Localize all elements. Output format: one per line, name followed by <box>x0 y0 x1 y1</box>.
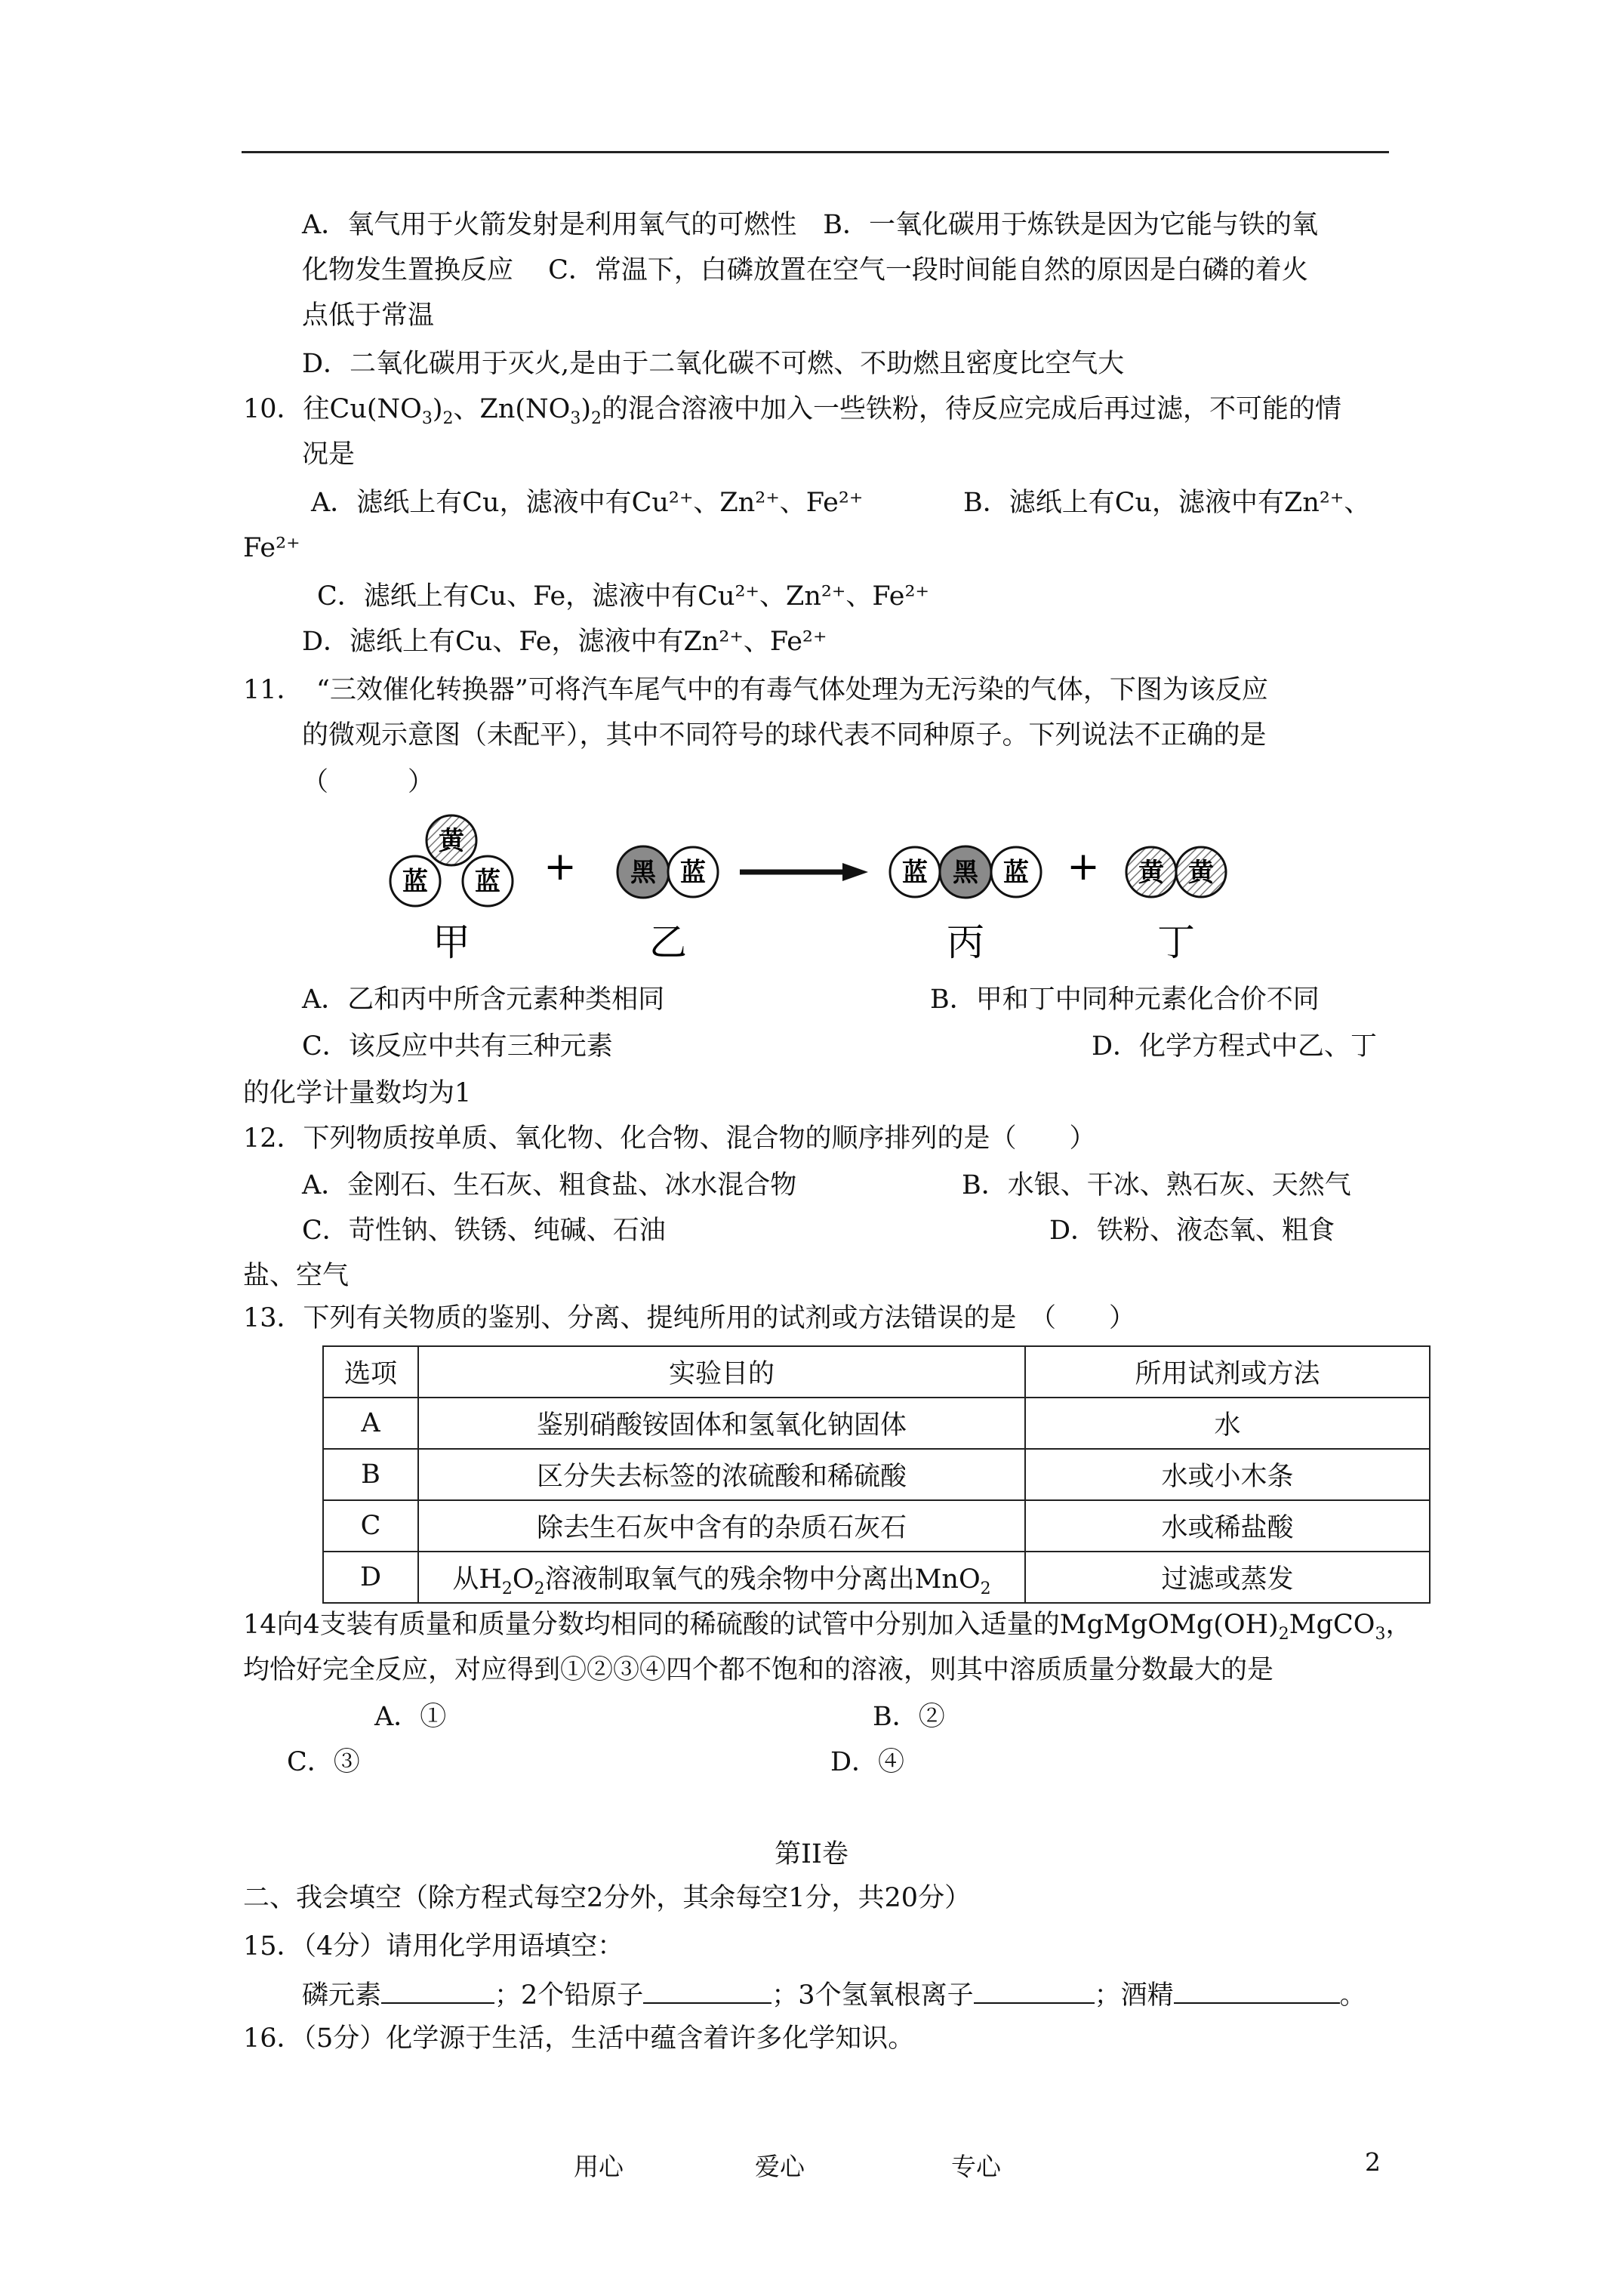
q12-option-d: D．铁粉、液态氧、粗食 <box>1049 1216 1335 1246</box>
q10-stem-line-2: 况是 <box>302 439 356 470</box>
table-cell: 区分失去标签的浓硫酸和稀硫酸 <box>418 1449 1025 1500</box>
atom-label-yellow: 黄 <box>439 826 464 856</box>
atom-label-yellow: 黄 <box>1138 858 1164 888</box>
q13-table <box>322 1345 1431 1604</box>
reaction-diagram <box>377 804 1283 970</box>
answer-blank[interactable] <box>381 1975 494 2004</box>
table-row <box>323 1398 1430 1449</box>
q12-option-d-cont: 盐、空气 <box>243 1261 350 1291</box>
part-two-heading: 二、我会填空（除方程式每空2分外，其余每空1分，共20分） <box>243 1883 972 1913</box>
q10-option-b: B．滤纸上有Cu，滤液中有Zn²⁺、 <box>963 488 1371 518</box>
reaction-arrow <box>740 863 868 881</box>
molecule-yi <box>617 846 718 898</box>
q12-option-a: A．金刚石、生石灰、粗食盐、冰水混合物 <box>302 1170 797 1200</box>
q9-option-line-4: D．二氧化碳用于灭火,是由于二氧化碳不可燃、不助燃且密度比空气大 <box>302 349 1125 379</box>
section-title: 第II卷 <box>775 1839 848 1869</box>
table-cell: D <box>323 1552 418 1603</box>
molecule-ding <box>1126 847 1226 897</box>
atom-label-blue: 蓝 <box>1003 858 1029 888</box>
q10-stem: 10．往$Cu(NO_3)_2$、$Zn(NO_3)_2$的混合溶液中加入一些铁粉，待反应完成后再过滤，不可能的情 <box>243 394 1342 428</box>
q14-stem: 14向4支装有质量和质量分数均相同的稀硫酸的试管中分别加入适量的$MgMgOMg(OH)_2MgCO_3$， <box>243 1610 1412 1644</box>
table-cell: B <box>323 1449 418 1500</box>
q9-option-line-3: 点低于常温 <box>302 300 435 331</box>
atom-label-blue: 蓝 <box>680 858 706 888</box>
atom-label-yellow: 黄 <box>1188 858 1214 888</box>
q15-stem: 15．（4分）请用化学用语填空： <box>243 1931 624 1962</box>
q11-option-d: D．化学方程式中乙、丁 <box>1092 1031 1378 1062</box>
q11-stem-line-1: 11． “三效催化转换器”可将汽车尾气中的有毒气体处理为无污染的气体，下图为该反应 <box>243 675 1268 705</box>
q13-stem: 13．下列有关物质的鉴别、分离、提纯所用的试剂或方法错误的是 （ ） <box>243 1303 1136 1333</box>
q12-option-c: C．苛性钠、铁锈、纯碱、石油 <box>302 1216 666 1246</box>
table-header-cell: 所用试剂或方法 <box>1025 1346 1430 1398</box>
label-yi: 乙 <box>649 920 687 964</box>
q14-option-c: C．③ <box>287 1747 360 1777</box>
header-rule <box>242 151 1389 153</box>
table-cell: 水或小木条 <box>1025 1449 1430 1500</box>
q10-option-a: A．滤纸上有Cu，滤液中有Cu²⁺、Zn²⁺、Fe²⁺ <box>311 488 864 518</box>
label-bing: 丙 <box>947 920 984 964</box>
table-cell: A <box>323 1398 418 1449</box>
atom-label-blue: 蓝 <box>475 867 500 897</box>
table-cell: 水或稀盐酸 <box>1025 1500 1430 1552</box>
table-row <box>323 1500 1430 1552</box>
footer-word-1: 用心 <box>574 2152 624 2181</box>
table-row <box>323 1552 1430 1603</box>
table-header-row <box>323 1346 1430 1398</box>
q9-option-line-1: A．氧气用于火箭发射是利用氧气的可燃性 B．一氧化碳用于炼铁是因为它能与铁的氧 <box>302 210 1318 240</box>
q9-option-line-2: 化物发生置换反应 C．常温下，白磷放置在空气一段时间能自然的原因是白磷的着火 <box>302 255 1308 285</box>
table-header-cell: 实验目的 <box>418 1346 1025 1398</box>
answer-blank[interactable] <box>974 1975 1095 2004</box>
molecule-jia <box>390 815 513 906</box>
q11-option-c: C．该反应中共有三种元素 <box>302 1031 613 1062</box>
q14-option-b: B．② <box>873 1702 945 1732</box>
table-cell: 水 <box>1025 1398 1430 1449</box>
q12-stem: 12．下列物质按单质、氧化物、化合物、混合物的顺序排列的是（ ） <box>243 1123 1096 1154</box>
label-jia: 甲 <box>433 920 470 964</box>
molecule-bing <box>890 846 1041 898</box>
atom-label-black: 黑 <box>953 858 978 888</box>
q11-option-d-cont: 的化学计量数均为1 <box>243 1078 472 1108</box>
q11-option-a: A．乙和丙中所含元素种类相同 <box>302 985 665 1015</box>
table-cell: 过滤或蒸发 <box>1025 1552 1430 1603</box>
q11-stem-line-2: 的微观示意图（未配平），其中不同符号的球代表不同种原子。下列说法不正确的是 <box>302 720 1267 750</box>
q16-stem: 16．（5分）化学源于生活，生活中蕴含着许多化学知识。 <box>243 2023 915 2054</box>
table-header-cell: 选项 <box>323 1346 418 1398</box>
plus-sign: + <box>544 844 577 889</box>
q10-option-c: C．滤纸上有Cu、Fe，滤液中有Cu²⁺、Zn²⁺、Fe²⁺ <box>317 581 929 612</box>
answer-blank[interactable] <box>1174 1975 1340 2004</box>
footer-word-2: 爱心 <box>755 2152 805 2181</box>
q15-fill-line: 磷元素 ；2个铅原子 ；3个氢氧根离子 ；酒精 。 <box>302 1975 1366 2014</box>
answer-blank[interactable] <box>643 1975 771 2004</box>
q10-option-d: D．滤纸上有Cu、Fe，滤液中有Zn²⁺、Fe²⁺ <box>302 627 827 657</box>
page-number: 2 <box>1365 2147 1381 2177</box>
table-row <box>323 1449 1430 1500</box>
table-cell: 除去生石灰中含有的杂质石灰石 <box>418 1500 1025 1552</box>
table-cell: C <box>323 1500 418 1552</box>
q12-option-b: B．水银、干冰、熟石灰、天然气 <box>962 1170 1351 1200</box>
atom-label-blue: 蓝 <box>402 867 428 897</box>
q11-option-b: B．甲和丁中同种元素化合价不同 <box>930 985 1320 1015</box>
table-cell: 鉴别硝酸铵固体和氢氧化钠固体 <box>418 1398 1025 1449</box>
q11-stem-line-3: （ ） <box>302 767 435 797</box>
q14-stem-line-2: 均恰好完全反应，对应得到①②③④四个都不饱和的溶液，则其中溶质质量分数最大的是 <box>243 1655 1274 1685</box>
label-ding: 丁 <box>1157 920 1195 964</box>
plus-sign: + <box>1067 844 1100 889</box>
atom-label-black: 黑 <box>630 858 656 888</box>
q14-option-a: A．① <box>374 1702 447 1732</box>
atom-label-blue: 蓝 <box>902 858 928 888</box>
q10-option-b-cont: Fe²⁺ <box>243 533 300 563</box>
footer-word-3: 专心 <box>951 2152 1001 2181</box>
q14-option-d: D．④ <box>830 1747 905 1777</box>
table-cell: 从$H_2O_2$溶液制取氧气的残余物中分离出MnO$_2$ <box>418 1552 1025 1603</box>
